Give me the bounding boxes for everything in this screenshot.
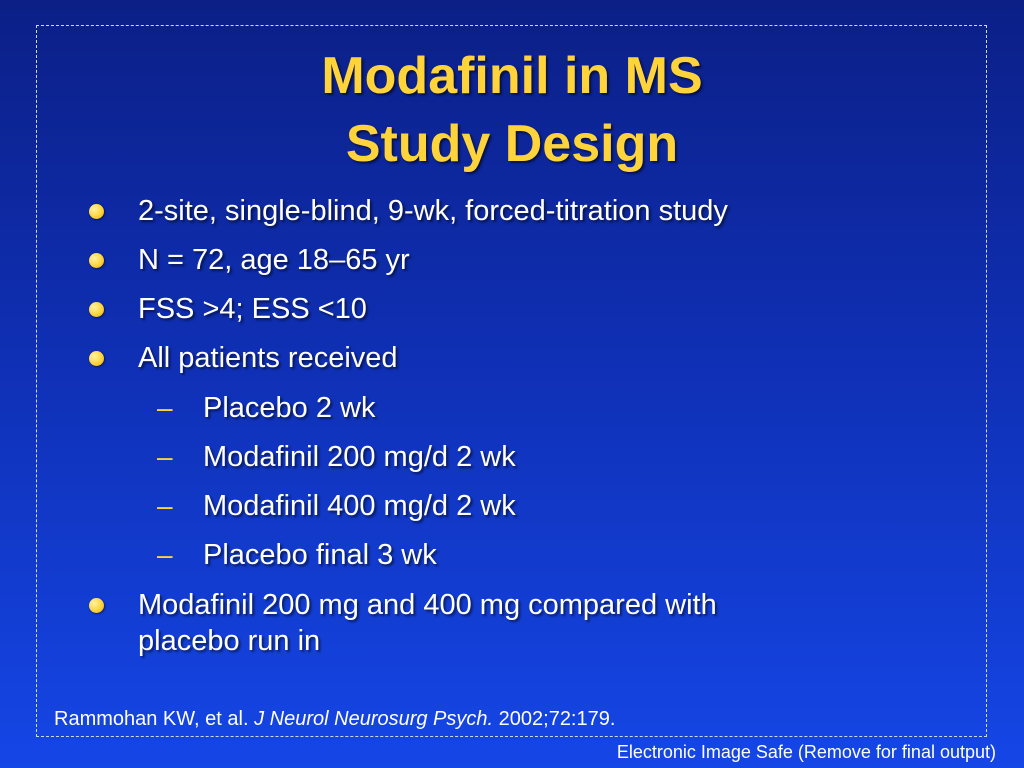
reference-citation [54,706,615,732]
bullet-item-received: All patients received [138,342,398,374]
dash-icon: – [157,392,173,423]
bullet-item-comparison-line-2: placebo run in [138,625,321,657]
dash-icon: – [157,539,173,570]
sub-item-modafinil-400: Modafinil 400 mg/d 2 wk [203,490,516,522]
bullet-icon [89,204,104,219]
sub-item-placebo-2wk: Placebo 2 wk [203,392,376,424]
bullet-icon [89,302,104,317]
bullet-item-comparison-line-1: Modafinil 200 mg and 400 mg compared with [138,589,717,621]
reference-journal: J Neurol Neurosurg Psych. [254,708,494,730]
bullet-item-sites: 2-site, single-blind, 9-wk, forced-titration study [138,195,728,227]
slide-title-line-2: Study Design [345,115,679,173]
slide-title-line-1: Modafinil in MS [321,47,703,105]
bullet-icon [89,351,104,366]
electronic-image-safe-note: Electronic Image Safe (Remove for final output) [616,742,996,762]
dash-icon: – [157,490,173,521]
bullet-item-sample: N = 72, age 18–65 yr [138,244,410,276]
sub-item-modafinil-200: Modafinil 200 mg/d 2 wk [203,441,516,473]
reference-authors: Rammohan KW, et al. [54,708,249,730]
bullet-icon [89,598,104,613]
bullet-icon [89,253,104,268]
dash-icon: – [157,441,173,472]
bullet-item-criteria: FSS >4; ESS <10 [138,293,367,325]
sub-item-placebo-final: Placebo final 3 wk [203,539,437,571]
reference-volume: 2002;72:179. [498,708,616,730]
